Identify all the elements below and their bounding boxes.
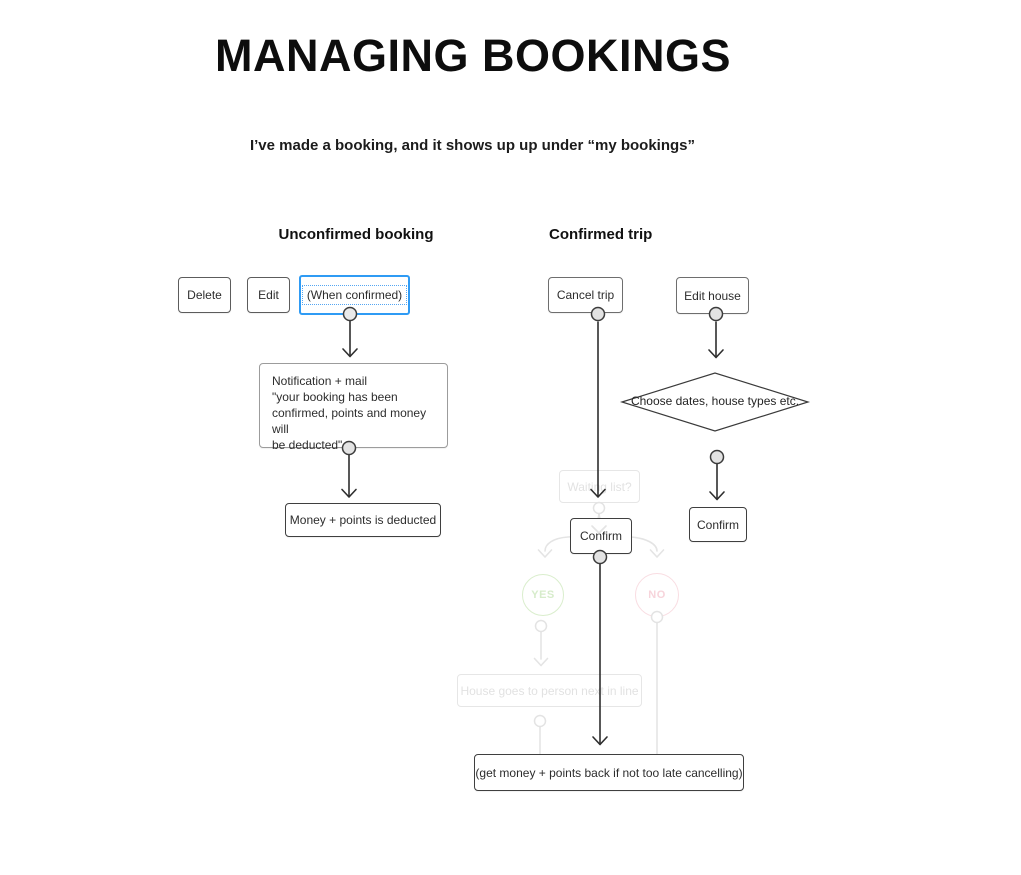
section-header-unconfirmed[interactable]: Unconfirmed booking [278,226,434,243]
node-label: Confirm [696,517,739,532]
connector-handle-when-confirmed[interactable] [344,308,357,321]
node-label: House goes to person next in line [460,683,639,698]
page-subtitle[interactable]: I’ve made a booking, and it shows up up under “my bookings” [249,137,696,154]
node-label: Confirm [579,529,622,543]
node-label: Edit house [684,288,741,303]
node-label: Edit [258,288,279,302]
connector-handle-house-ghost[interactable] [535,716,546,727]
connector-handle-no-ghost[interactable] [652,612,663,623]
connector-handle-cancel-trip[interactable] [592,308,605,321]
node-label: NO [648,589,666,601]
connector-handle-waiting-list-ghost[interactable] [594,503,605,514]
connector-handle-edit-house[interactable] [710,308,723,321]
ghost-arrowhead-into-confirm [592,526,606,533]
connector-handle-confirm-middle[interactable] [594,551,607,564]
node-label: Waiting list? [567,479,632,494]
connector-handle-yes-ghost[interactable] [536,621,547,632]
notification-line: Notification + mail [272,374,368,388]
node-label: YES [531,589,555,601]
connector-handle-notification[interactable] [343,442,356,455]
node-label-editing[interactable]: (When confirmed) [302,285,407,305]
node-label: Delete [187,288,222,302]
node-label: Cancel trip [556,288,615,302]
notification-line: be deducted" [272,438,343,452]
section-header-confirmed[interactable]: Confirmed trip [549,226,653,243]
node-label: (get money + points back if not too late cancelling) [475,765,743,780]
notification-line: confirmed, points and money will [272,406,427,436]
page-title[interactable]: MANAGING BOOKINGS [214,30,731,81]
notification-line: "your booking has been [272,390,398,404]
node-label: Money + points is deducted [289,513,437,527]
connector-handle-diamond[interactable] [711,451,724,464]
diamond-label: Choose dates, house types etc. [630,394,800,408]
